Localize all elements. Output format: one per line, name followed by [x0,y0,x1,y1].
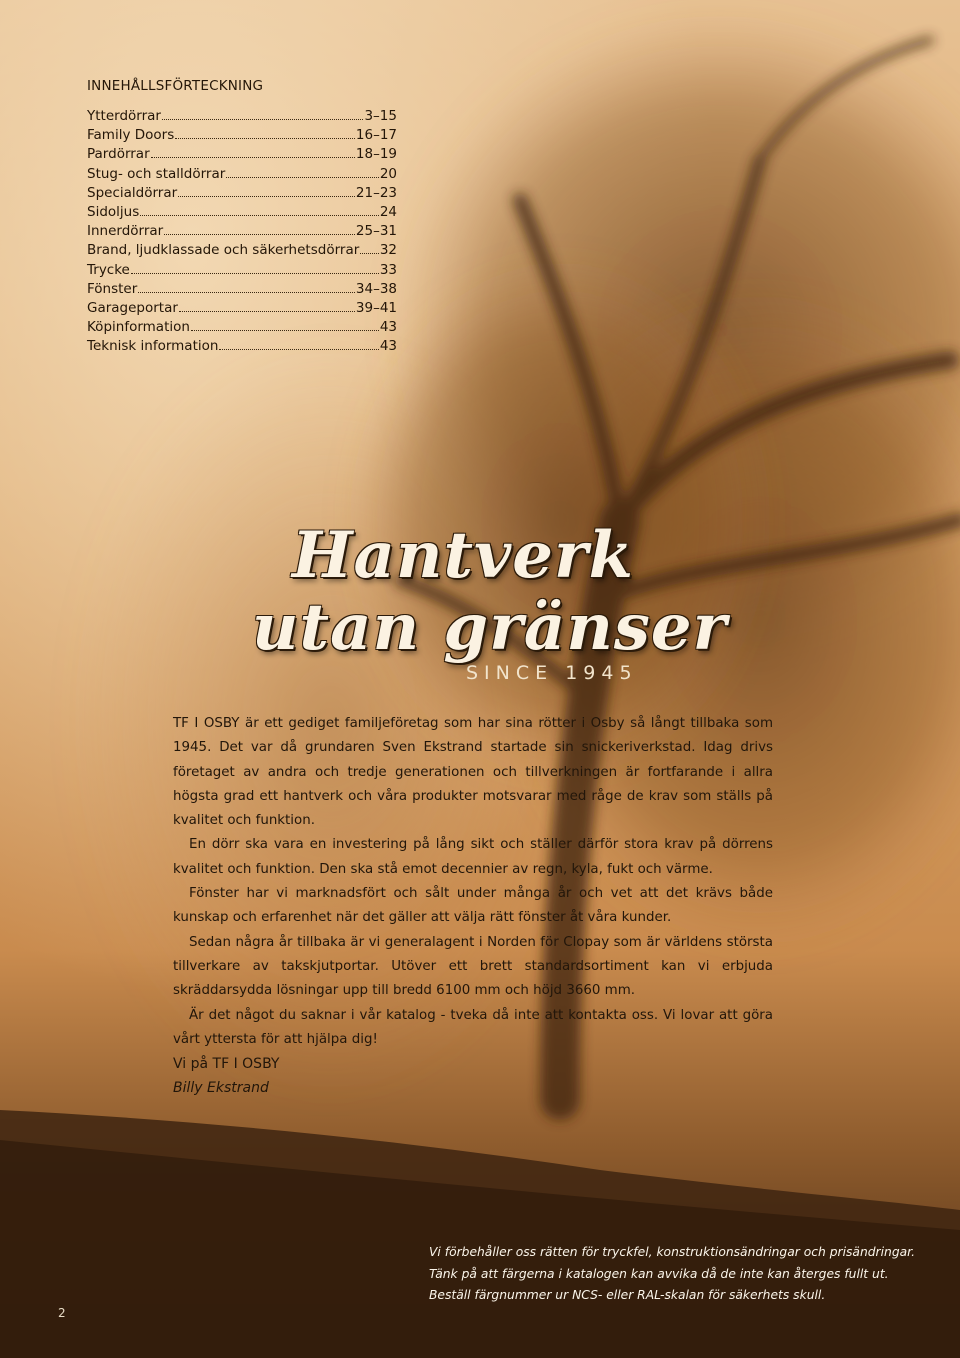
toc-dot-leader [360,253,379,254]
toc-entry-page: 24 [379,203,397,220]
toc-entry-label: Pardörrar [87,146,150,163]
since-tagline: SINCE 1945 [466,662,638,684]
toc-entry [87,146,397,165]
toc-entry-page: 43 [379,338,397,355]
toc-entry [87,262,397,281]
toc-entry-label: Teknisk information [87,338,219,355]
toc-dot-leader [175,138,355,139]
signature [173,1052,279,1100]
toc-dot-leader [140,215,379,216]
toc-entry-page: 3–15 [364,108,397,124]
title-line-2: utan gränser [252,590,728,665]
title-line-1: Hantverk [292,518,634,593]
toc-entry-label: Innerdörrar [87,223,164,240]
toc-entry-label: Köpinformation [87,319,190,336]
toc-dot-leader [179,311,355,312]
intro-paragraph: Sedan några år tillbaka är vi generalagent i Norden för Clopay som är världens största tillverkare av takskjutportar. Utöver ett brett standardsortiment kan vi erbjuda skräddarsydda lösningar upp till bredd 6100 mm och höjd 3660 mm. [173,934,773,999]
toc-entry [87,338,397,357]
toc-entry-label: Trycke [87,261,130,278]
page-number: 2 [58,1306,66,1320]
disclaimer-line: Beställ färgnummer ur NCS- eller RAL-skalan för säkerhets skull. [429,1288,826,1302]
toc-dot-leader [164,234,355,235]
table-of-contents [87,78,397,357]
toc-entry-label: Specialdörrar [87,184,178,201]
intro-paragraph: TF I OSBY är ett gediget familjeföretag som har sina rötter i Osby så långt tillbaka som 1945. Det var då grundaren Sven Ekstrand startade sin snickeriverkstad. Idag drivs företaget av andra och tredje generationen och tillverkningen är fortfarande i allra högsta grad ett hantverk och våra produkter motsvarar med råge de krav som ställs på kvalitet och funktion. [173,716,773,829]
toc-entry [87,166,397,185]
toc-entry-page: 18–19 [355,146,397,163]
toc-dot-leader [162,119,364,120]
toc-entry [87,108,397,127]
toc-entry [87,185,397,204]
toc-dot-leader [151,157,355,158]
toc-dot-leader [131,273,379,274]
intro-text [173,712,773,1052]
toc-dot-leader [219,349,378,350]
toc-entry [87,319,397,338]
toc-entry [87,204,397,223]
disclaimer-line: Tänk på att färgerna i katalogen kan avvika då de inte kan återges fullt ut. [429,1266,889,1281]
toc-entry-label: Family Doors [87,127,175,144]
toc-entry [87,242,397,261]
toc-heading: INNEHÅLLSFÖRTECKNING [87,78,264,94]
toc-entry [87,223,397,242]
toc-dot-leader [226,177,379,178]
disclaimer [429,1242,915,1307]
toc-dot-leader [138,292,355,293]
toc-entry-page: 16–17 [355,127,397,144]
toc-entry-label: Fönster [87,280,138,297]
signature-line: Vi på TF I OSBY [173,1056,280,1072]
toc-list [87,108,397,357]
toc-entry [87,300,397,319]
toc-entry-label: Ytterdörrar [87,108,161,124]
toc-entry-page: 34–38 [355,280,397,297]
toc-entry-label: Brand, ljudklassade och säkerhetsdörrar [87,242,360,259]
toc-entry [87,281,397,300]
toc-dot-leader [178,196,355,197]
toc-dot-leader [191,330,379,331]
toc-entry-page: 21–23 [355,184,397,201]
toc-entry-label: Sidoljus [87,203,140,220]
toc-entry-page: 20 [379,165,397,182]
toc-entry [87,127,397,146]
toc-entry-page: 32 [379,242,397,259]
toc-entry-label: Garageportar [87,299,178,316]
toc-entry-page: 43 [379,319,397,336]
intro-paragraph: Fönster har vi marknadsfört och sålt under många år och vet att det krävs både kunskap och erfarenhet när det gäller att välja rätt fönster åt våra kunder. [173,886,773,926]
toc-entry-page: 25–31 [355,223,397,240]
disclaimer-line: Vi förbehåller oss rätten för tryckfel, konstruktionsändringar och prisändringar. [429,1245,915,1259]
intro-paragraph: En dörr ska vara en investering på lång sikt och ställer därför stora krav på dörrens kvalitet och funktion. Den ska stå emot decennier av regn, kyla, fukt och värme. [173,837,773,877]
intro-paragraph: Är det något du saknar i vår katalog - tveka då inte att kontakta oss. Vi lovar att göra vårt yttersta för att hjälpa dig! [173,1007,773,1047]
toc-entry-label: Stug- och stalldörrar [87,165,226,182]
toc-entry-page: 33 [379,261,397,278]
toc-entry-page: 39–41 [355,299,397,316]
signature-name: Billy Ekstrand [173,1080,269,1096]
